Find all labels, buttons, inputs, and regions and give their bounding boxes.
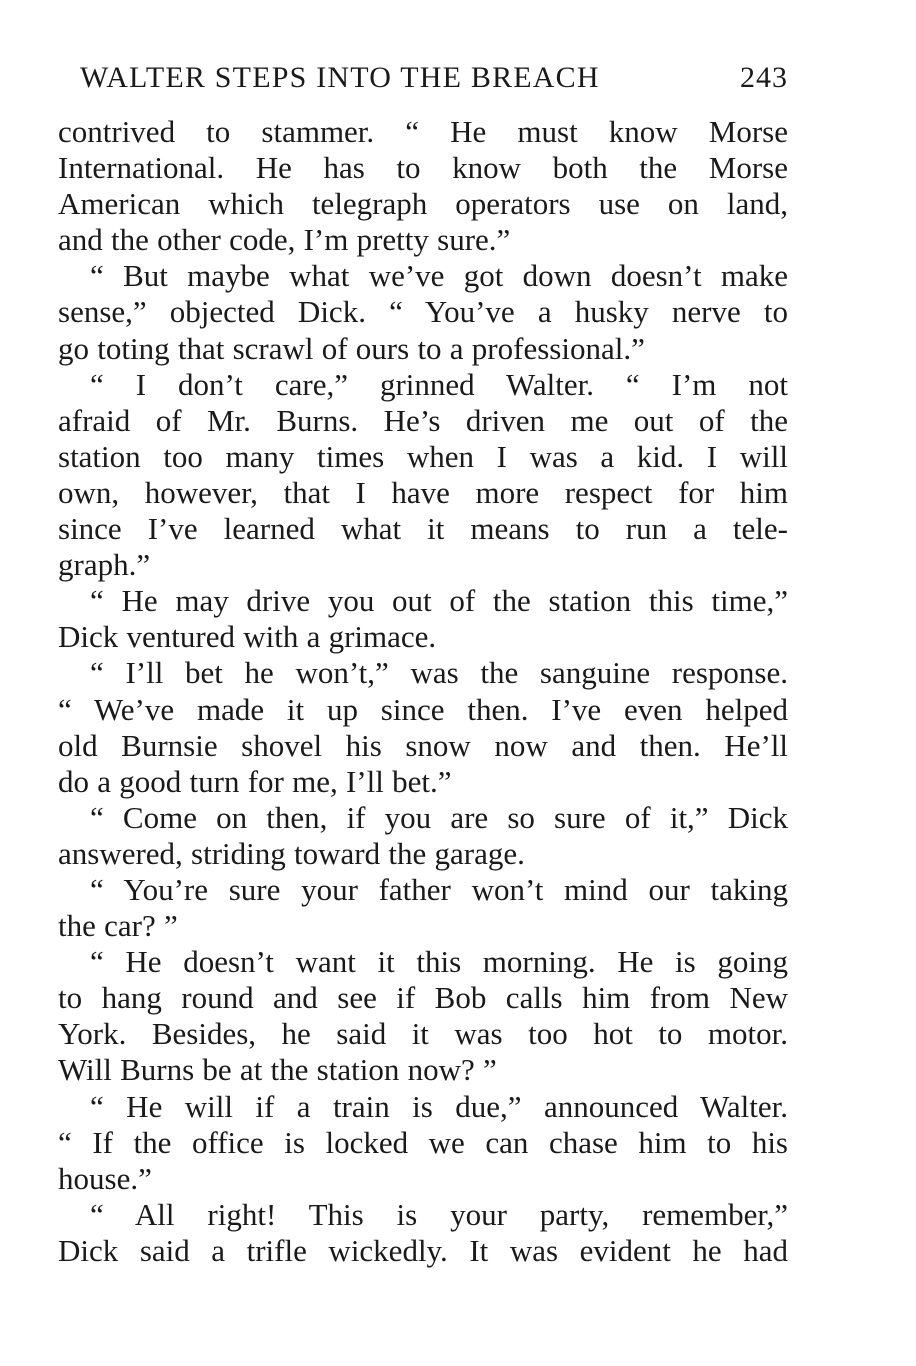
text-line: “ Come on then, if you are so sure of it,” Dick [90, 799, 788, 835]
text-line: and the other code, I’m pretty sure.” [58, 222, 511, 258]
text-line: “ I don’t care,” grinned Walter. “ I’m not [90, 366, 788, 402]
text-line: afraid of Mr. Burns. He’s driven me out of the [58, 402, 788, 438]
text-line: York. Besides, he said it was too hot to motor. [58, 1016, 788, 1052]
body-text [58, 114, 788, 1269]
text-line: American which telegraph operators use on land, [58, 186, 788, 222]
text-line: old Burnsie shovel his snow now and then. He’ll [58, 727, 788, 763]
running-head [58, 56, 788, 100]
text-line: “ I’ll bet he won’t,” was the sanguine response. [90, 655, 788, 691]
text-line: “ We’ve made it up since then. I’ve even helped [58, 691, 788, 727]
text-line: “ If the office is locked we can chase him to his [58, 1124, 788, 1160]
text-line: station too many times when I was a kid. I will [58, 438, 788, 474]
text-line: “ He will if a train is due,” announced Walter. [90, 1088, 788, 1124]
text-line: graph.” [58, 547, 151, 583]
text-line: “ All right! This is your party, remember,” [90, 1196, 788, 1232]
text-line: the car? ” [58, 908, 178, 944]
running-title: WALTER STEPS INTO THE BREACH [80, 61, 600, 94]
book-page [58, 56, 788, 1269]
page-number: 243 [740, 61, 788, 94]
text-line: “ He doesn’t want it this morning. He is going [90, 944, 788, 980]
text-line: Dick ventured with a grimace. [58, 619, 437, 655]
text-line: sense,” objected Dick. “ You’ve a husky nerve to [58, 294, 788, 330]
text-line: contrived to stammer. “ He must know Morse [58, 114, 788, 149]
text-line: “ But maybe what we’ve got down doesn’t make [90, 258, 788, 294]
text-line: Will Burns be at the station now? ” [58, 1052, 497, 1088]
text-line: own, however, that I have more respect for him [58, 474, 788, 510]
text-line: since I’ve learned what it means to run a tele- [58, 511, 788, 547]
text-line: do a good turn for me, I’ll bet.” [58, 763, 452, 799]
text-line: answered, striding toward the garage. [58, 835, 525, 871]
text-line: house.” [58, 1160, 152, 1196]
text-line: go toting that scrawl of ours to a professional.” [58, 330, 645, 366]
text-line: to hang round and see if Bob calls him from New [58, 980, 788, 1016]
text-line: Dick said a trifle wickedly. It was evident he had [58, 1232, 788, 1268]
text-line: “ You’re sure your father won’t mind our taking [90, 871, 788, 907]
text-line: International. He has to know both the Morse [58, 150, 788, 186]
text-line: “ He may drive you out of the station this time,” [90, 583, 788, 619]
